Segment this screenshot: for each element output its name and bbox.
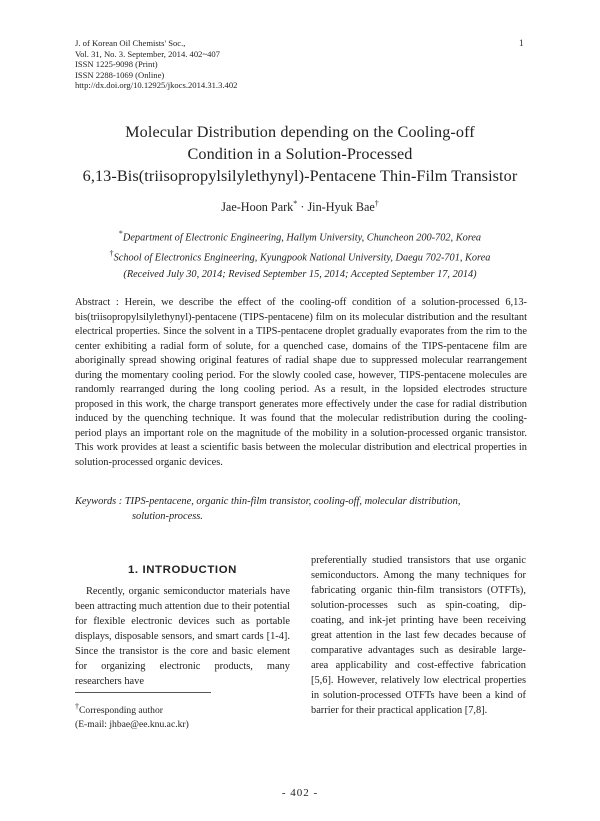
affiliation-line	[40, 226, 560, 246]
abstract-label: Abstract :	[75, 297, 119, 308]
author-name: Jae-Hoon Park	[221, 200, 294, 215]
keywords-label: Keywords :	[75, 496, 123, 507]
title-line: Molecular Distribution depending on the Cooling-off	[125, 123, 475, 141]
footnote-mark: †	[75, 702, 79, 711]
affiliation-mark: *	[118, 229, 123, 238]
keywords-text: TIPS-pentacene, organic thin-film transistor, cooling-off, molecular distribution,	[124, 496, 461, 507]
right-column	[311, 553, 526, 718]
received-dates: (Received July 30, 2014; Revised September 15, 2014; Accepted September 17, 2014)	[123, 268, 477, 280]
page-number: - 402 -	[281, 787, 319, 799]
abstract	[75, 296, 527, 470]
footnote-divider	[75, 692, 211, 693]
affiliation-text: School of Electronics Engineering, Kyungpook National University, Daegu 702-701, Korea	[113, 252, 491, 264]
paper-title	[40, 121, 560, 187]
journal-volume: Vol. 31, No. 3. September, 2014. 402~407	[75, 48, 220, 59]
issn-print: ISSN 1225-9098 (Print)	[75, 59, 158, 70]
keywords-line: solution-process.	[132, 511, 203, 522]
affiliation-line	[40, 246, 560, 266]
author-mark: †	[374, 199, 379, 208]
page-index: 1	[519, 38, 524, 48]
body-paragraph: Recently, organic semiconductor materials have been attracting much attention due to their potential for flexible electronic devices such as portable displays, disposable sensors, and smart cards [1-4]. Since the transistor is the core and basic element for organizing electronic products, many researchers have	[75, 586, 290, 687]
footnote	[75, 700, 189, 732]
affiliation-text: Department of Electronic Engineering, Hallym University, Chuncheon 200-702, Korea	[122, 232, 482, 244]
title-line: 6,13-Bis(triisopropylsilylethynyl)-Pentacene Thin-Film Transistor	[82, 167, 518, 185]
title-line: Condition in a Solution-Processed	[187, 145, 413, 163]
author-mark: *	[293, 199, 298, 208]
body-paragraph: preferentially studied transistors that use organic semiconductors. Among the many techniques for fabricating organic thin-film transistors (OTFTs), solution-processes such as spin-coating, dip-coating, and ink-jet printing have been receiving great attention in the last few decades because of comparative advantages such as desirable large-area applicability and cost-effective fabrication [5,6]. However, relatively low electrical properties in solution-processed OTFTs have been a kind of barrier for their practical application [7,8].	[311, 555, 526, 716]
footnote-email: (E-mail: jhbae@ee.knu.ac.kr)	[75, 719, 189, 731]
journal-info	[75, 38, 237, 91]
journal-name: J. of Korean Oil Chemists' Soc.,	[75, 38, 186, 48]
footnote-line	[75, 700, 189, 718]
keywords-line	[75, 494, 545, 509]
section-heading: 1. INTRODUCTION	[128, 564, 237, 576]
left-column	[75, 555, 290, 689]
issn-online: ISSN 2288-1069 (Online)	[75, 69, 165, 80]
footnote-text: Corresponding author	[79, 705, 163, 717]
author-list	[40, 199, 560, 215]
abstract-text: Herein, we describe the effect of the cooling-off condition of a solution-processed 6,13-bis(triisopropylsilylethynyl)-pentacene (TIPS-pentacene) film on its molecular distribution and the resultant electrical properties. Since the solvent in a TIPS-pentacene droplet gradually evaporates from the rim to the center exhibiting a radial form of solute, for a quenched case, domains of the TIPS-pentacene film are aboriginally spread showing original features of radial shape due to suppressed molecular rearrangement during the momentary cooling period. For the slowly cooled case, however, TIPS-pentacene molecules are randomly rearranged during the long cooling period. As a result, in the lopsided electrodes structure proposed in this work, the charge transport generates more effectively under the case for radial distribution induced by the quenching technique. It was found that the molecular redistribution during the cooling-period plays an important role on the magnitude of the mobility in a solution-processed organic transistor. This work provides at least a scientific basis between the molecular distribution and electrical properties in solution-processed organic devices.	[75, 297, 528, 468]
keywords	[75, 494, 545, 524]
doi-link[interactable]: http://dx.doi.org/10.12925/jkocs.2014.31.3.402	[75, 80, 238, 91]
author-name: Jin-Hyuk Bae	[307, 200, 375, 215]
author-separator: ·	[297, 200, 308, 215]
affiliations	[40, 226, 560, 283]
affiliation-mark: †	[109, 249, 114, 259]
